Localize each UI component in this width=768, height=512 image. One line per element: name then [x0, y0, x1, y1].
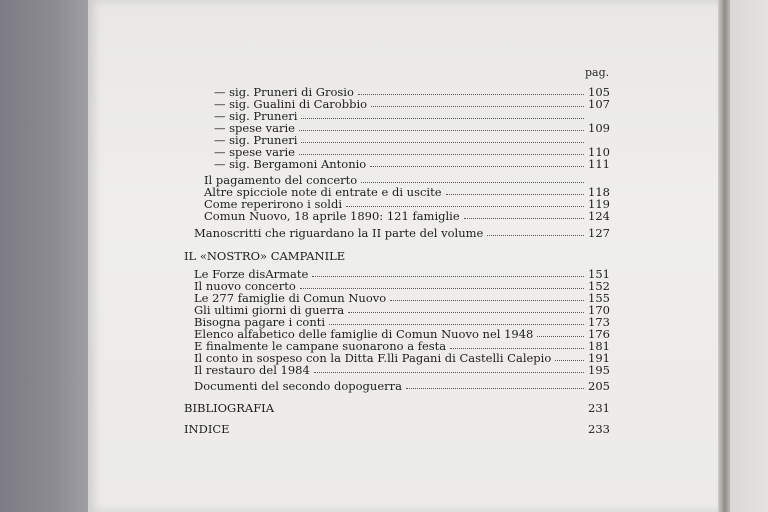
toc-entry-page: 118	[588, 185, 610, 199]
dot-leader	[312, 275, 584, 277]
dot-leader	[299, 129, 584, 131]
toc-entry-bibliografia	[184, 400, 610, 414]
dot-leader	[464, 217, 584, 219]
toc-entry-page: 152	[588, 279, 610, 293]
spacer	[278, 410, 584, 411]
toc-entry-page: 181	[588, 339, 610, 353]
toc-entry-title: — sig. Pruneri di Grosio	[214, 85, 354, 99]
toc-entry-title: Manoscritti che riguardano la II parte del volume	[194, 226, 484, 240]
dot-leader	[371, 105, 584, 107]
toc-entry-page: 155	[588, 291, 610, 305]
toc-entry-title: Bisogna pagare i conti	[194, 315, 326, 329]
dot-leader	[361, 181, 584, 183]
dot-leader	[329, 323, 584, 325]
dot-leader	[301, 117, 584, 119]
toc-entry-title: — spese varie	[214, 145, 295, 159]
toc-entry	[194, 378, 610, 392]
toc-entry-page: 105	[588, 85, 610, 99]
toc-entry	[194, 225, 610, 239]
toc-entry-page: 111	[588, 157, 610, 171]
toc-entry	[204, 208, 610, 222]
toc-entry-page: 119	[588, 197, 610, 211]
dot-leader	[299, 153, 584, 155]
toc-entry-title: — sig. Gualini di Carobbio	[214, 97, 368, 111]
dot-leader	[370, 165, 584, 167]
toc-entry-page: 109	[588, 121, 610, 135]
toc-entry-page: 231	[588, 401, 610, 415]
toc-entry-title: Comun Nuovo, 18 aprile 1890: 121 famiglie	[204, 209, 460, 223]
toc-entry-title: Il nuovo concerto	[194, 279, 296, 293]
dot-leader	[487, 234, 584, 236]
dot-leader	[346, 205, 584, 207]
toc-entry-title: Le 277 famiglie di Comun Nuovo	[194, 291, 387, 305]
toc-entry-page: 151	[588, 267, 610, 281]
toc-entry-title: — sig. Pruneri	[214, 109, 298, 123]
toc-entry-page: 176	[588, 327, 610, 341]
dot-leader	[300, 287, 584, 289]
toc-entry-title: Gli ultimi giorni di guerra	[194, 303, 345, 317]
toc-entry-page: 110	[588, 145, 610, 159]
toc-entry-page: 191	[588, 351, 610, 365]
toc-entry-title: — sig. Bergamoni Antonio	[214, 157, 367, 171]
dot-leader	[390, 299, 584, 301]
dot-leader	[314, 371, 584, 373]
toc-entry-title: Elenco alfabetico delle famiglie di Comun Nuovo nel 1948	[194, 327, 534, 341]
toc-entry-title: Il conto in sospeso con la Ditta F.lli Pagani di Castelli Calepio	[194, 351, 552, 365]
toc-entry-title: Altre spicciole note di entrate e di uscite	[204, 185, 442, 199]
section-heading-title: IL «NOSTRO» CAMPANILE	[184, 249, 346, 263]
toc-entry-page: 195	[588, 363, 610, 377]
dot-leader	[446, 193, 584, 195]
toc-entry-page: 127	[588, 226, 610, 240]
toc-entry	[214, 156, 610, 170]
dot-leader	[406, 387, 584, 389]
toc-entry-page: 170	[588, 303, 610, 317]
toc-entry-title: E finalmente le campane suonarono a festa	[194, 339, 447, 353]
dot-leader	[358, 93, 584, 95]
toc-entry-page: 107	[588, 97, 610, 111]
dot-leader	[537, 335, 584, 337]
toc-entry-title: BIBLIOGRAFIA	[184, 401, 275, 415]
toc-entry-page: 233	[588, 422, 610, 436]
dot-leader	[555, 359, 584, 361]
spacer	[234, 431, 584, 432]
section-heading	[184, 248, 610, 262]
toc-entry-page: 124	[588, 209, 610, 223]
toc-entry-title: — sig. Pruneri	[214, 133, 298, 147]
toc-entry-title: — spese varie	[214, 121, 295, 135]
toc-entry-title: Come reperirono i soldi	[204, 197, 343, 211]
toc-entry	[194, 362, 610, 376]
toc-entry-title: Il pagamento del concerto	[204, 173, 358, 187]
toc-entry-title: INDICE	[184, 422, 230, 436]
toc-entry-page: 205	[588, 379, 610, 393]
toc-entry-indice	[184, 421, 610, 435]
dot-leader	[348, 311, 584, 313]
toc-entry-page: 173	[588, 315, 610, 329]
page-column-label: pag.	[585, 66, 610, 79]
toc-entry-title: Le Forze disArmate	[194, 267, 309, 281]
dot-leader	[450, 347, 584, 349]
dot-leader	[301, 141, 584, 143]
toc-entry-title: Documenti del secondo dopoguerra	[194, 379, 402, 393]
toc-entry-title: Il restauro del 1984	[194, 363, 310, 377]
